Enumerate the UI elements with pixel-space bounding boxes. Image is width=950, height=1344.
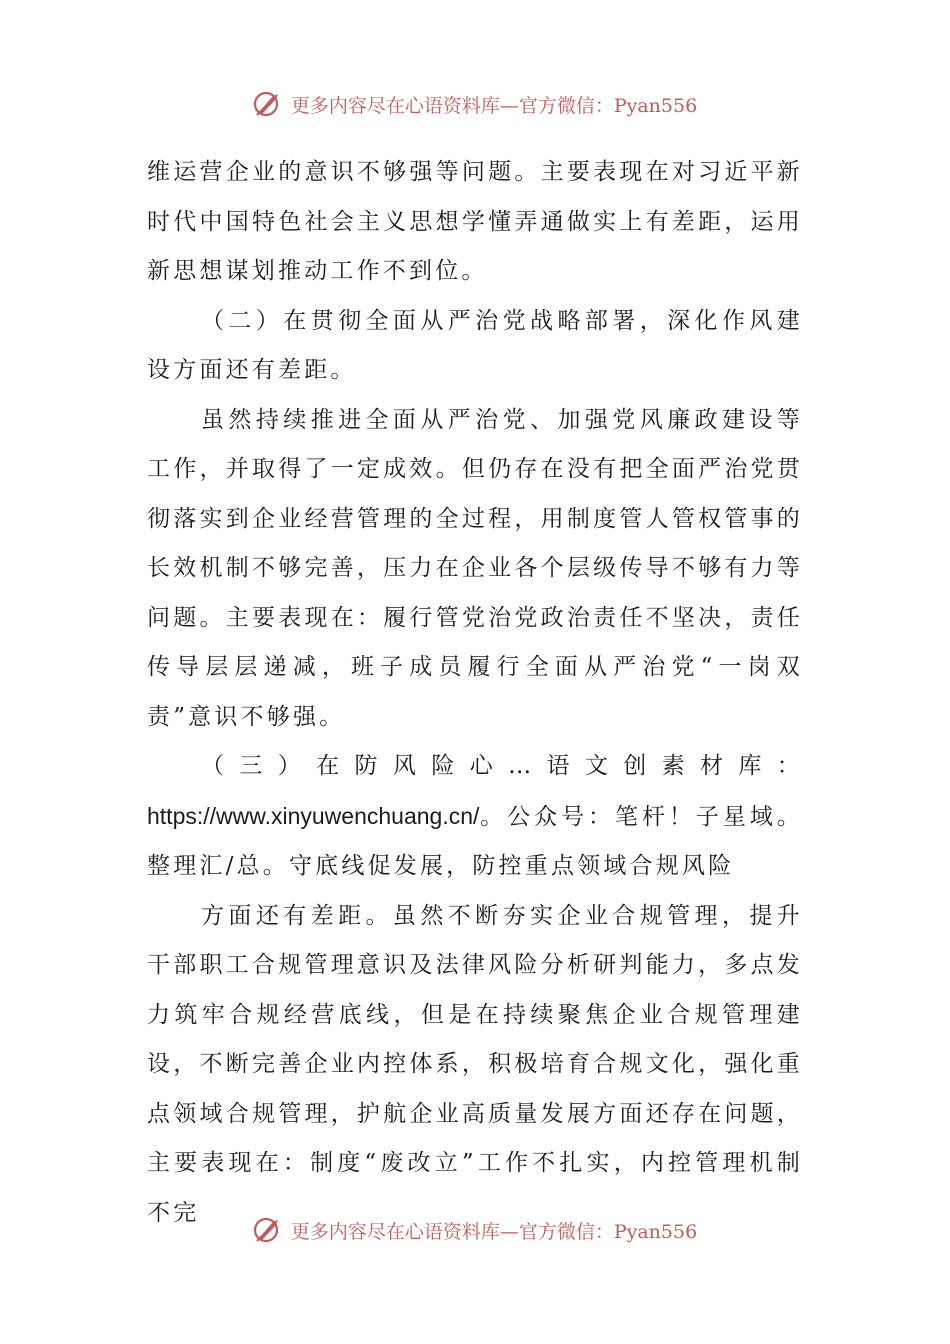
heading-text-tail: 。公众号：笔杆！子星域。整理汇/总。守底线促发展，防控重点领域合规风险 (147, 803, 803, 879)
section-heading-2: （二）在贯彻全面从严治党战略部署，深化作风建设方面还有差距。 (147, 307, 803, 383)
url-text: https://www.xinyuwenchuang.cn/ (147, 802, 480, 829)
paragraph: 方面还有差距。虽然不断夯实企业合规管理，提升干部职工合规管理意识及法律风险分析研判能力，多点发力筑牢合规经营底线，但是在持续聚焦企业合规管理建设，不断完善企业内控体系，积极培育合规文化，强化重点领域合规管理，护航企业高质量发展方面还存在问题，主要表现在：制度“废改立”工作不扎实，内控管理机制不完 (147, 902, 803, 1226)
heading-text: （三）在防风险心…语文创素材库： (201, 753, 803, 779)
paragraph: 维运营企业的意识不够强等问题。主要表现在对习近平新时代中国特色社会主义思想学懂弄通做实上有差距，运用新思想谋划推动工作不到位。 (147, 159, 803, 284)
section-heading-3 (147, 742, 803, 892)
paragraph: 虽然持续推进全面从严治党、加强党风廉政建设等工作，并取得了一定成效。但仍存在没有把全面严治党贯彻落实到企业经营管理的全过程，用制度管人管权管事的长效机制不够完善，压力在企业各个层级传导不够有力等问题。主要表现在：履行管党治党政治责任不坚决，责任传导层层递减，班子成员履行全面从严治党“一岗双责”意识不够强。 (147, 406, 803, 730)
footer-banner-text: 更多内容尽在心语资料库—官方微信：Pyan556 (290, 1220, 698, 1243)
pen-nib-icon (253, 1215, 283, 1245)
footer-banner (0, 1210, 950, 1250)
header-banner-text: 更多内容尽在心语资料库—官方微信：Pyan556 (290, 94, 698, 117)
pen-nib-icon (253, 89, 283, 119)
document-body (147, 148, 803, 1238)
header-banner (0, 84, 950, 124)
